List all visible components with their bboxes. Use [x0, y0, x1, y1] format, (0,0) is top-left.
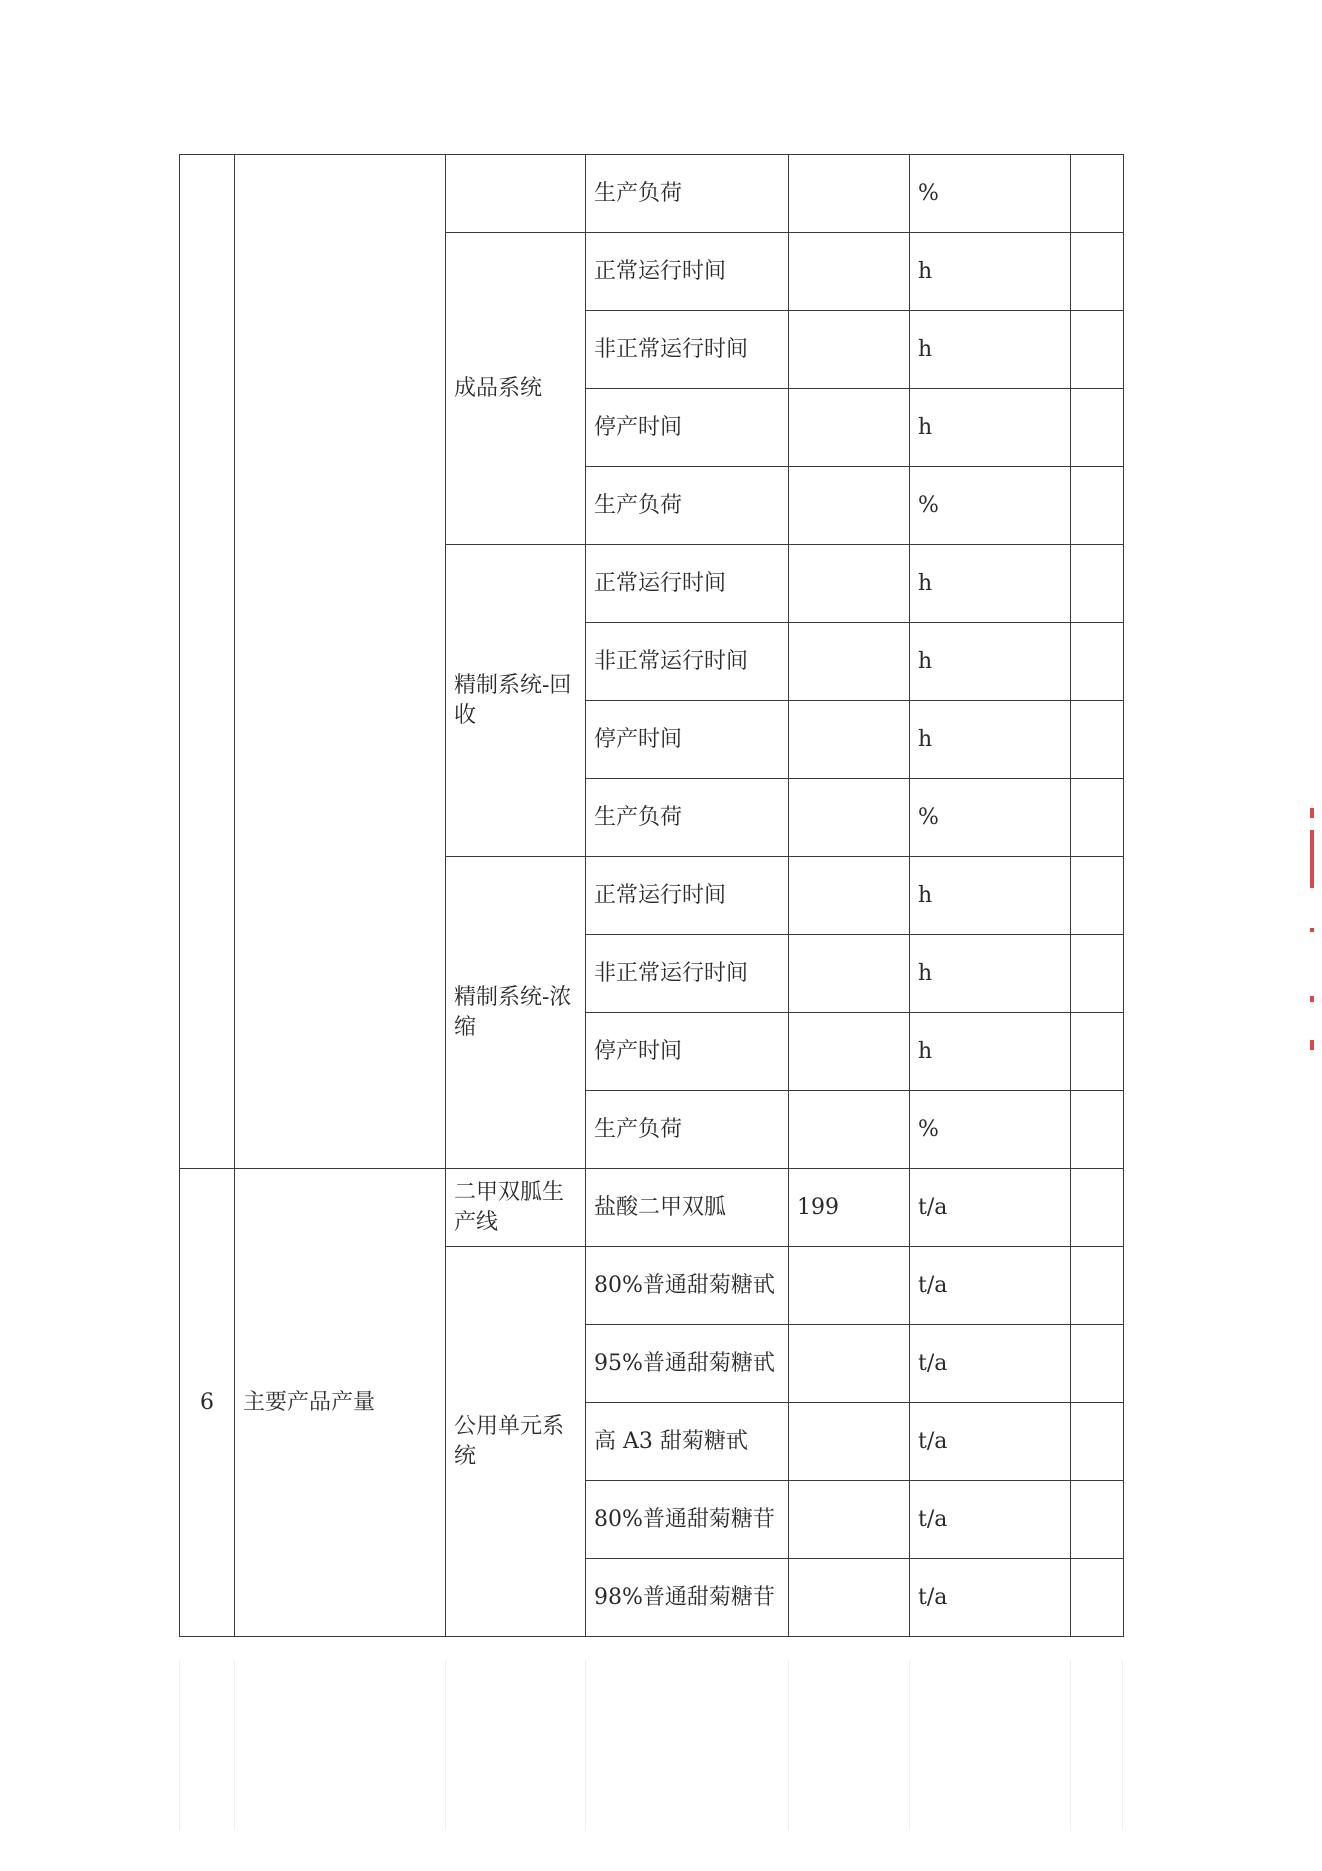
item-cell: 正常运行时间 — [586, 857, 789, 935]
unit-cell: h — [910, 935, 1071, 1013]
unit-cell: h — [910, 701, 1071, 779]
item-cell: 80%普通甜菊糖苷 — [586, 1481, 789, 1559]
value-cell — [789, 623, 910, 701]
remark-cell — [1071, 1325, 1124, 1403]
subsystem-cell-refine-concentrate: 精制系统-浓缩 — [446, 857, 586, 1169]
value-cell — [789, 233, 910, 311]
unit-cell: t/a — [910, 1403, 1071, 1481]
value-cell — [789, 701, 910, 779]
unit-cell: h — [910, 623, 1071, 701]
item-cell: 非正常运行时间 — [586, 623, 789, 701]
table-row — [180, 155, 1124, 233]
item-cell: 正常运行时间 — [586, 545, 789, 623]
unit-cell: h — [910, 1013, 1071, 1091]
remark-cell — [1071, 311, 1124, 389]
item-cell: 正常运行时间 — [586, 233, 789, 311]
remark-cell — [1071, 1091, 1124, 1169]
unit-cell: h — [910, 311, 1071, 389]
section-category-cell: 主要产品产量 — [235, 1169, 446, 1637]
item-cell: 生产负荷 — [586, 1091, 789, 1169]
value-cell — [789, 1325, 910, 1403]
unit-cell: t/a — [910, 1247, 1071, 1325]
remark-cell — [1071, 857, 1124, 935]
unit-cell: % — [910, 779, 1071, 857]
remark-cell — [1071, 779, 1124, 857]
item-cell: 80%普通甜菊糖甙 — [586, 1247, 789, 1325]
item-cell: 停产时间 — [586, 389, 789, 467]
value-cell — [789, 1247, 910, 1325]
value-cell — [789, 857, 910, 935]
number-cell-continued — [180, 155, 235, 1169]
unit-cell: h — [910, 545, 1071, 623]
remark-cell — [1071, 389, 1124, 467]
value-cell — [789, 1559, 910, 1637]
value-cell — [789, 155, 910, 233]
value-cell: 199 — [789, 1169, 910, 1247]
section-number-cell: 6 — [180, 1169, 235, 1637]
unit-cell: t/a — [910, 1559, 1071, 1637]
value-cell — [789, 545, 910, 623]
value-cell — [789, 1091, 910, 1169]
value-cell — [789, 467, 910, 545]
remark-cell — [1071, 623, 1124, 701]
value-cell — [789, 935, 910, 1013]
item-cell: 盐酸二甲双胍 — [586, 1169, 789, 1247]
unit-cell: h — [910, 857, 1071, 935]
value-cell — [789, 311, 910, 389]
subsystem-cell-continued — [446, 155, 586, 233]
remark-cell — [1071, 233, 1124, 311]
item-cell: 生产负荷 — [586, 155, 789, 233]
value-cell — [789, 389, 910, 467]
remark-cell — [1071, 155, 1124, 233]
item-cell: 停产时间 — [586, 701, 789, 779]
item-cell: 生产负荷 — [586, 467, 789, 545]
item-cell: 非正常运行时间 — [586, 935, 789, 1013]
unit-cell: % — [910, 1091, 1071, 1169]
item-cell: 非正常运行时间 — [586, 311, 789, 389]
remark-cell — [1071, 467, 1124, 545]
data-table — [179, 154, 1124, 1637]
subsystem-cell-refine-recovery: 精制系统-回收 — [446, 545, 586, 857]
unit-cell: t/a — [910, 1325, 1071, 1403]
remark-cell — [1071, 1559, 1124, 1637]
item-cell: 高 A3 甜菊糖甙 — [586, 1403, 789, 1481]
subsystem-cell-finished: 成品系统 — [446, 233, 586, 545]
scan-show-through — [179, 1660, 1123, 1830]
item-cell: 98%普通甜菊糖苷 — [586, 1559, 789, 1637]
unit-cell: % — [910, 467, 1071, 545]
item-cell: 停产时间 — [586, 1013, 789, 1091]
category-cell-continued — [235, 155, 446, 1169]
value-cell — [789, 1013, 910, 1091]
subsystem-cell-metformin: 二甲双胍生产线 — [446, 1169, 586, 1247]
value-cell — [789, 1481, 910, 1559]
unit-cell: h — [910, 389, 1071, 467]
unit-cell: % — [910, 155, 1071, 233]
item-cell: 95%普通甜菊糖甙 — [586, 1325, 789, 1403]
value-cell — [789, 1403, 910, 1481]
remark-cell — [1071, 701, 1124, 779]
remark-cell — [1071, 1247, 1124, 1325]
unit-cell: t/a — [910, 1169, 1071, 1247]
value-cell — [789, 779, 910, 857]
remark-cell — [1071, 1481, 1124, 1559]
table-row — [180, 1169, 1124, 1247]
unit-cell: t/a — [910, 1481, 1071, 1559]
remark-cell — [1071, 1403, 1124, 1481]
remark-cell — [1071, 1169, 1124, 1247]
remark-cell — [1071, 1013, 1124, 1091]
item-cell: 生产负荷 — [586, 779, 789, 857]
remark-cell — [1071, 935, 1124, 1013]
seal-edge-mark — [1310, 808, 1316, 1068]
unit-cell: h — [910, 233, 1071, 311]
remark-cell — [1071, 545, 1124, 623]
subsystem-cell-utility: 公用单元系统 — [446, 1247, 586, 1637]
